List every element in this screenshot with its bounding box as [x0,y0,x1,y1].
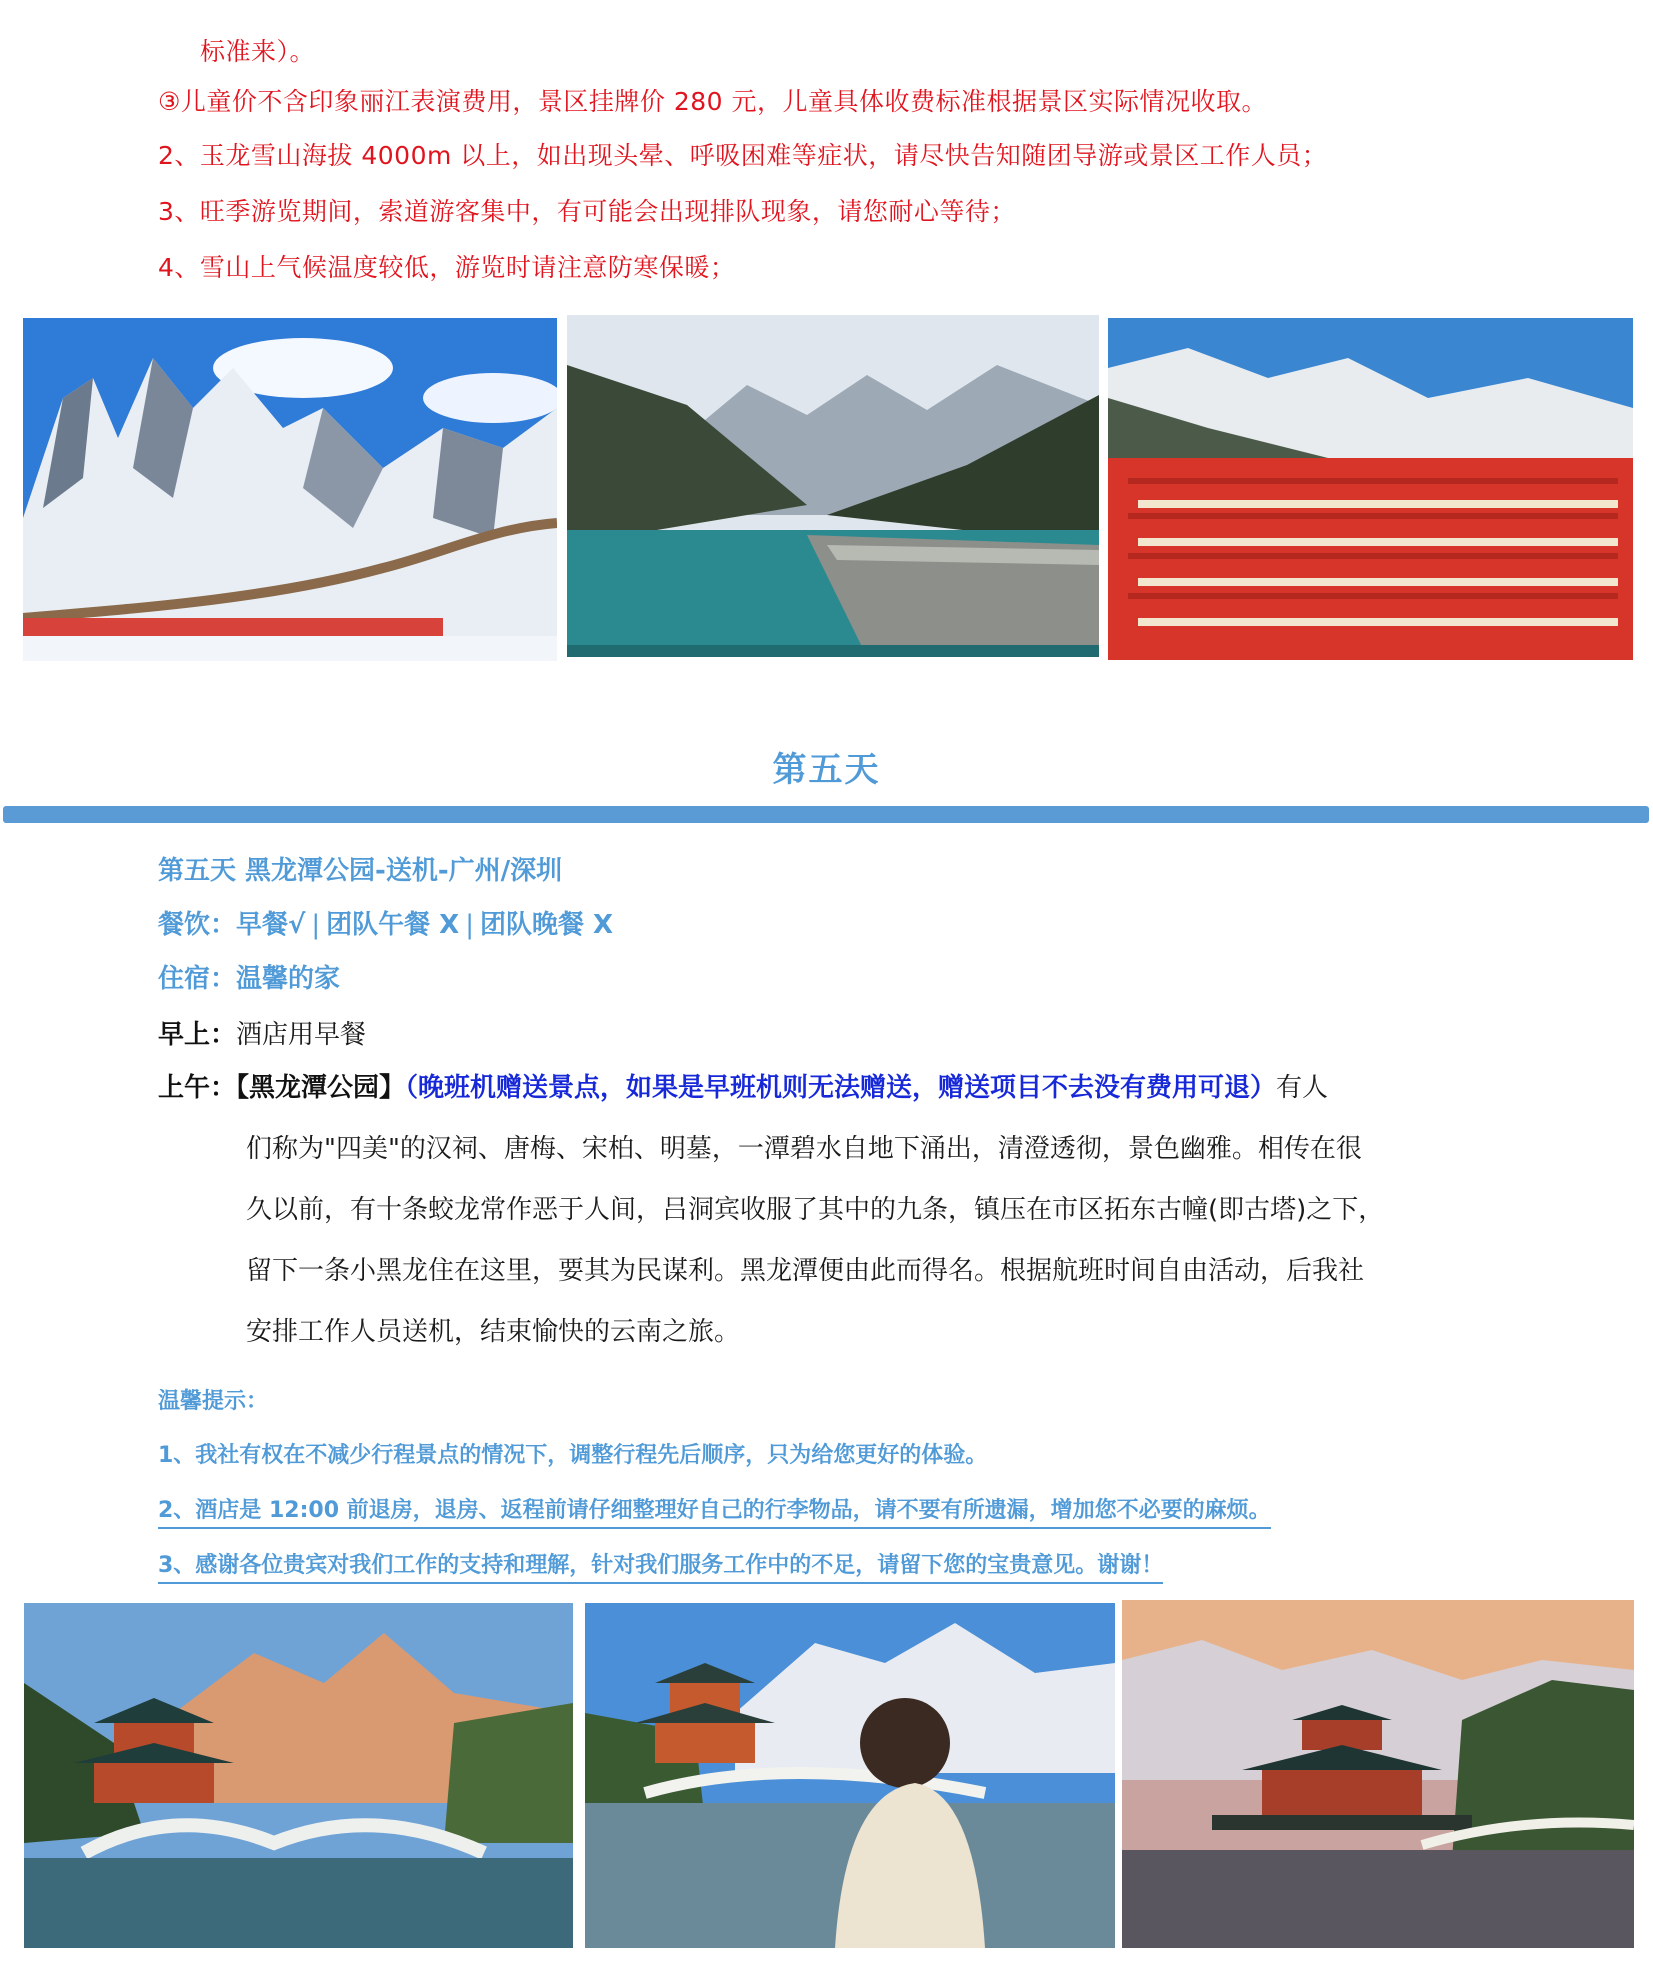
meals-line [158,904,613,941]
photo-black-dragon-pool-2 [585,1603,1115,1948]
morning-line [158,1014,366,1051]
am-paragraph [158,1068,1498,1373]
meal-separator: | [465,910,474,940]
route-line [158,850,562,887]
hotel-line [158,958,340,995]
am-line-4: 安排工作人员送机，结束愉快的云南之旅。 [246,1317,741,1347]
tip-item-3 [158,1548,1163,1579]
route-text: 第五天 黑龙潭公园-送机-广州/深圳 [158,856,563,886]
am-line-0: 有人 [1276,1073,1329,1103]
meal-lunch: 团队午餐 X [326,910,460,940]
note-line-4: 4、雪山上气候温度较低，游览时请注意防寒保暖； [158,253,736,282]
morning-value: 酒店用早餐 [236,1020,367,1050]
note-line-0: 标准来）。 [200,37,316,66]
morning-label: 早上： [158,1020,237,1050]
am-note: （晚班机赠送景点，如果是早班机则无法赠送，赠送项目不去没有费用可退） [405,1073,1277,1103]
am-spot: 【黑龙潭公园】 [236,1073,406,1103]
meal-dinner: 团队晚餐 X [480,910,614,940]
photo-black-dragon-pool-3 [1122,1600,1634,1948]
am-line-1: 们称为"四美"的汉祠、唐梅、宋柏、明墓，一潭碧水自地下涌出，清澄透彻，景色幽雅。相传在很 [246,1134,1362,1164]
note-line-2: 2、玉龙雪山海拔 4000m 以上，如出现头晕、呼吸困难等症状，请尽快告知随团导游或景区工作人员； [158,141,1328,170]
day-divider-bar [3,806,1649,823]
meal-separator: | [311,910,321,940]
tip-item-3-text: 3、感谢各位贵宾对我们工作的支持和理解，针对我们服务工作中的不足，请留下您的宝贵意见。谢谢！ [158,1553,1163,1584]
meals-label: 餐饮： [158,910,237,940]
photo-black-dragon-pool-1 [24,1603,573,1948]
tip-item-2 [158,1493,1271,1524]
tips-title: 温馨提示： [158,1389,269,1414]
am-first-row [158,1068,1498,1129]
tip-item-2-text: 2、酒店是 12:00 前退房，退房、返程前请仔细整理好自己的行李物品，请不要有所遗漏，增加您不必要的麻烦。 [158,1498,1271,1529]
hotel-label: 住宿： [158,964,237,994]
note-line-1: ③儿童价不含印象丽江表演费用，景区挂牌价 280 元，儿童具体收费标准根据景区实际情况收取。 [158,87,1268,116]
am-line-3: 留下一条小黑龙住在这里，要其为民谋利。黑龙潭便由此而得名。根据航班时间自由活动，后我社 [246,1256,1365,1286]
am-label: 上午： [158,1073,237,1103]
tip-item-1: 1、我社有权在不减少行程景点的情况下，调整行程先后顺序，只为给您更好的体验。 [158,1443,988,1468]
hotel-value: 温馨的家 [236,964,341,994]
photo-blue-moon-valley [567,315,1099,657]
note-line-3: 3、旺季游览期间，索道游客集中，有可能会出现排队现象，请您耐心等待； [158,197,1016,226]
am-line-2: 久以前，有十条蛟龙常作恶于人间，吕洞宾收服了其中的九条，镇压在市区拓东古幢(即古塔)之下， [246,1195,1385,1225]
photo-snow-mountain-boardwalk [23,318,557,661]
day-title: 第五天 [772,750,881,790]
photo-impression-lijiang [1108,318,1633,660]
meal-breakfast: 早餐√ [236,910,306,940]
